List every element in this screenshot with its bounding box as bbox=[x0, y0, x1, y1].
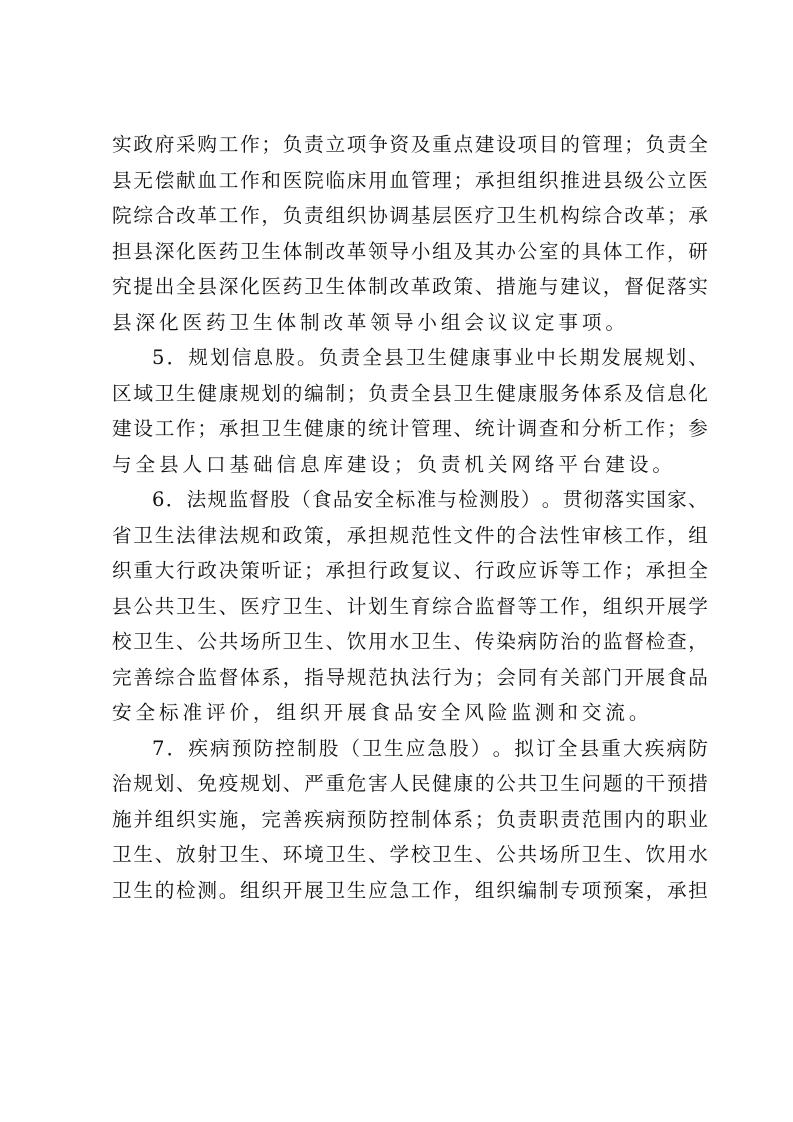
text-line: 究 提 出 全 县 深 化 医 药 卫 生 体 制 改 革 政 策 、 措 施 与 建 议 ， 督 促 落 实 bbox=[112, 275, 708, 298]
text-line: 完 善 综 合 监 督 体 系 ， 指 导 规 范 执 法 行 为 ； 会 同 有 关 部 门 开 展 食 品 bbox=[112, 665, 708, 689]
text-line: 建 设 工 作 ； 承 担 卫 生 健 康 的 统 计 管 理 、 统 计 调 查 和 分 析 工 作 ； 参 bbox=[112, 417, 708, 440]
text-line: 县 无 偿 献 血 工 作 和 医 院 临 床 用 血 管 理 ； 承 担 组 织 推 进 县 级 公 立 医 bbox=[112, 168, 708, 192]
text-line: 安全标准评价，组织开展食品安全风险监测和交流。 bbox=[112, 701, 653, 724]
section-heading-line: 5 ． 规 划 信 息 股 。 负 责 全 县 卫 生 健 康 事 业 中 长 期 发 展 规 划 、 bbox=[152, 346, 708, 369]
document-body bbox=[112, 127, 708, 908]
text-line: 省 卫 生 法 律 法 规 和 政 策 ， 承 担 规 范 性 文 件 的 合 法 性 审 核 工 作 ， 组 bbox=[112, 523, 708, 547]
text-line: 县 公 共 卫 生 、 医 疗 卫 生 、 计 划 生 育 综 合 监 督 等 工 作 ， 组 织 开 展 学 bbox=[112, 594, 708, 618]
text-line: 校 卫 生 、 公 共 场 所 卫 生 、 饮 用 水 卫 生 、 传 染 病 防 治 的 监 督 检 查 ， bbox=[112, 630, 708, 653]
section-heading-line: 6 ． 法 规 监 督 股 （ 食 品 安 全 标 准 与 检 测 股 ） 。 贯 彻 落 实 国 家 、 bbox=[152, 488, 708, 511]
text-line: 卫 生 、 放 射 卫 生 、 环 境 卫 生 、 学 校 卫 生 、 公 共 场 所 卫 生 、 饮 用 水 bbox=[112, 843, 708, 866]
text-line: 卫 生 的 检 测 。 组 织 开 展 卫 生 应 急 工 作 ， 组 织 编 制 专 项 预 案 ， 承 担 bbox=[112, 878, 708, 902]
text-line: 治 规 划 、 免 疫 规 划 、 严 重 危 害 人 民 健 康 的 公 共 卫 生 问 题 的 干 预 措 bbox=[112, 772, 708, 795]
text-line: 区 域 卫 生 健 康 规 划 的 编 制 ； 负 责 全 县 卫 生 健 康 服 务 体 系 及 信 息 化 bbox=[112, 381, 708, 405]
text-line: 实 政 府 采 购 工 作 ； 负 责 立 项 争 资 及 重 点 建 设 项 目 的 管 理 ； 负 责 全 bbox=[112, 133, 708, 156]
text-line: 县深化医药卫生体制改革领导小组会议议定事项。 bbox=[112, 310, 629, 334]
text-line: 施 并 组 织 实 施 ， 完 善 疾 病 预 防 控 制 体 系 ； 负 责 职 责 范 围 内 的 职 业 bbox=[112, 807, 708, 831]
text-line: 与全县人口基础信息库建设；负责机关网络平台建设。 bbox=[112, 452, 676, 476]
text-line: 院 综 合 改 革 工 作 ， 负 责 组 织 协 调 基 层 医 疗 卫 生 机 构 综 合 改 革 ； 承 bbox=[112, 204, 708, 227]
text-line: 担 县 深 化 医 药 卫 生 体 制 改 革 领 导 小 组 及 其 办 公 室 的 具 体 工 作 ， 研 bbox=[112, 239, 708, 263]
text-line: 织 重 大 行 政 决 策 听 证 ； 承 担 行 政 复 议 、 行 政 应 诉 等 工 作 ； 承 担 全 bbox=[112, 559, 708, 582]
section-heading-line: 7 ． 疾 病 预 防 控 制 股 （ 卫 生 应 急 股 ） 。 拟 订 全 县 重 大 疾 病 防 bbox=[152, 736, 708, 760]
